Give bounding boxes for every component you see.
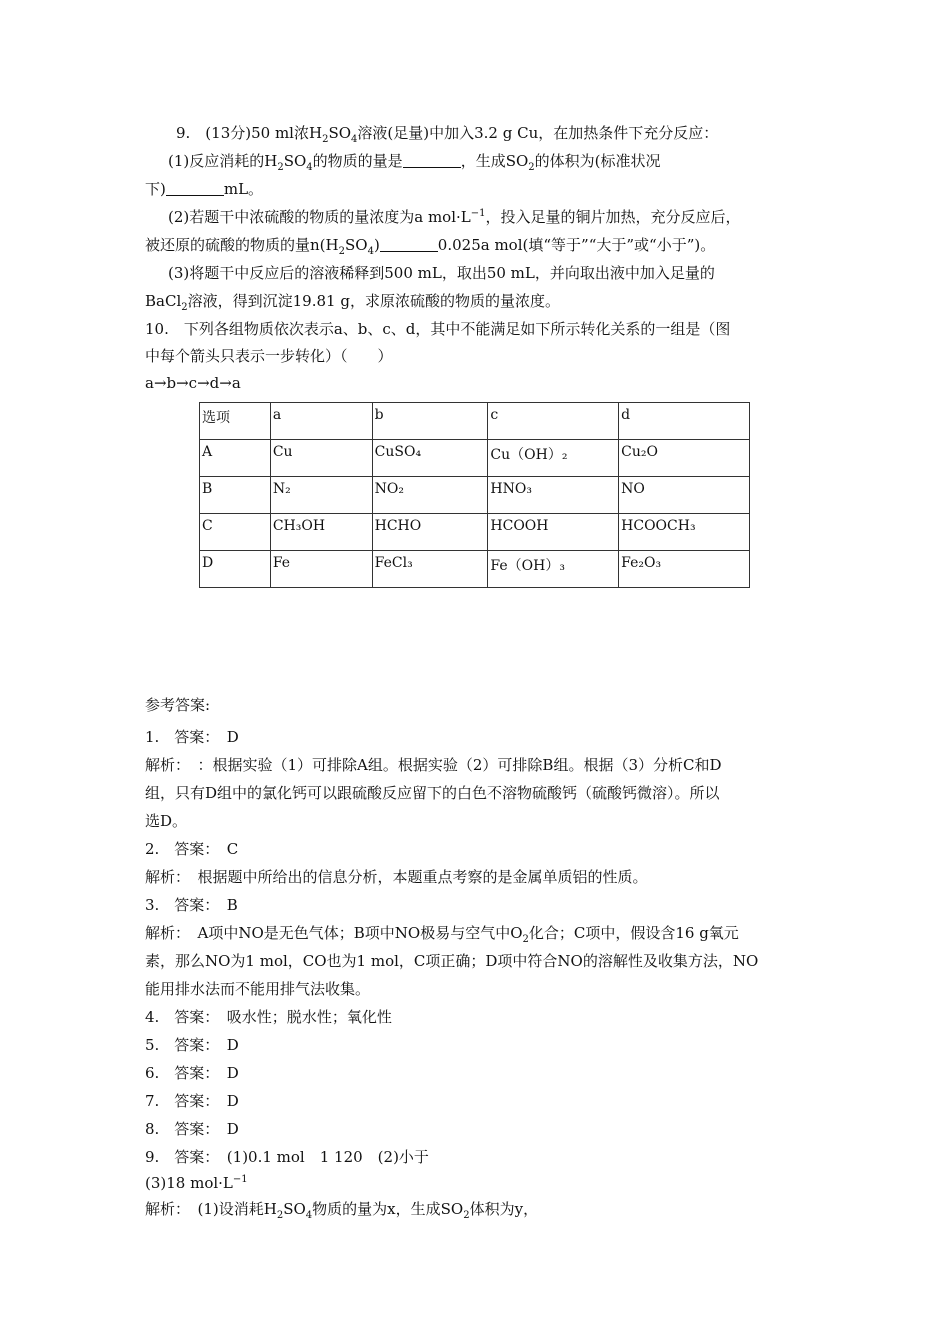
explanation-1-cont: 组，只有D组中的氯化钙可以跟硫酸反应留下的白色不溶物硫酸钙（硫酸钙微溶）。所以 <box>145 784 720 802</box>
q10-heading-cont: 中每个箭头只表示一步转化）（ ） <box>145 347 393 365</box>
table-header-cell: 选项 <box>200 403 271 440</box>
table-cell: D <box>200 551 271 588</box>
table-cell: HCOOCH₃ <box>619 514 750 551</box>
answer-2: 2. 答案： C <box>145 840 239 858</box>
conversion-chain: a→b→c→d→a <box>145 374 241 392</box>
table-cell: Cu <box>270 440 372 477</box>
table-cell: C <box>200 514 271 551</box>
table-header-cell: b <box>372 403 488 440</box>
answer-5: 5. 答案： D <box>145 1036 239 1054</box>
answer-4: 4. 答案： 吸水性；脱水性；氧化性 <box>145 1008 392 1026</box>
q9-part3: (3)将题干中反应后的溶液稀释到500 mL，取出50 mL，并向取出液中加入足量的 <box>168 264 715 282</box>
table-cell: HNO₃ <box>488 477 619 514</box>
table-header-cell: c <box>488 403 619 440</box>
answer-blank <box>166 181 224 196</box>
explanation-1-cont: 选D。 <box>145 812 188 830</box>
explanation-9: 解析： (1)设消耗$H_2SO_4$物质的量为x，生成$SO_2$体积为y， <box>145 1200 539 1221</box>
table-cell: FeCl₃ <box>372 551 488 588</box>
answer-blank <box>403 153 461 168</box>
explanation-3-cont: 素，那么NO为1 mol，CO也为1 mol，C项正确；D项中符合NO的溶解性及收集方法，NO <box>145 952 759 970</box>
table-cell: Cu₂O <box>619 440 750 477</box>
q9-heading: 9. (13分)50 ml浓$H_2SO_4$溶液(足量)中加入3.2 g Cu，在加热条件下充分反应： <box>176 124 719 145</box>
answer-9: 9. 答案： (1)0.1 mol 1 120 (2)小于 <box>145 1148 429 1166</box>
explanation-3: 解析： A项中NO是无色气体；B项中NO极易与空气中$O_2$化合；C项中，假设含16 g氧元 <box>145 924 739 945</box>
options-table <box>199 402 750 588</box>
explanation-2: 解析： 根据题中所给出的信息分析，本题重点考察的是金属单质铝的性质。 <box>145 868 648 886</box>
table-cell: B <box>200 477 271 514</box>
answer-3: 3. 答案： B <box>145 896 238 914</box>
table-row <box>200 514 750 551</box>
table-cell: Fe₂O₃ <box>619 551 750 588</box>
q9-part2-cont: 被还原的硫酸的物质的量$n(H_2SO_4)$ 0.025a mol(填“等于”“大于”或“小于”)。 <box>145 236 716 257</box>
table-cell: HCOOH <box>488 514 619 551</box>
table-cell: Fe <box>270 551 372 588</box>
explanation-3-cont: 能用排水法而不能用排气法收集。 <box>145 980 371 998</box>
table-cell: HCHO <box>372 514 488 551</box>
answer-6: 6. 答案： D <box>145 1064 239 1082</box>
table-header-row <box>200 403 750 440</box>
table-header-cell: a <box>270 403 372 440</box>
table-cell: NO <box>619 477 750 514</box>
table-header-cell: d <box>619 403 750 440</box>
q9-part1: (1)反应消耗的$H_2SO_4$的物质的量是 ，生成$SO_2$的体积为(标准状况 <box>168 152 661 173</box>
q9-part3-cont: BaCl$_2$溶液，得到沉淀19.81 g，求原浓硫酸的物质的量浓度。 <box>145 292 560 313</box>
table-row <box>200 477 750 514</box>
q10-heading: 10. 下列各组物质依次表示a、b、c、d，其中不能满足如下所示转化关系的一组是（图 <box>145 320 731 338</box>
table-cell: N₂ <box>270 477 372 514</box>
table-cell: CH₃OH <box>270 514 372 551</box>
table-cell: Cu（OH）₂ <box>488 440 619 477</box>
q9-part1-cont: 下) mL。 <box>145 180 264 198</box>
table-cell: Fe（OH）₃ <box>488 551 619 588</box>
answer-7: 7. 答案： D <box>145 1092 239 1110</box>
table-row <box>200 440 750 477</box>
table-row <box>200 551 750 588</box>
table-cell: NO₂ <box>372 477 488 514</box>
answer-8: 8. 答案： D <box>145 1120 239 1138</box>
q9-part2: (2)若题干中浓硫酸的物质的量浓度为a $mol\cdot L^{-1}$，投入足量的铜片加热，充分反应后， <box>168 208 741 226</box>
answer-1: 1. 答案： D <box>145 728 239 746</box>
table-cell: A <box>200 440 271 477</box>
explanation-1: 解析： ：根据实验（1）可排除A组。根据实验（2）可排除B组。根据（3）分析C和D <box>145 756 722 774</box>
table-cell: CuSO₄ <box>372 440 488 477</box>
answer-blank <box>380 237 438 252</box>
answers-title: 参考答案: <box>145 696 211 714</box>
answer-9-cont: (3)18 $mol\cdot L^{-1}$ <box>145 1174 248 1192</box>
